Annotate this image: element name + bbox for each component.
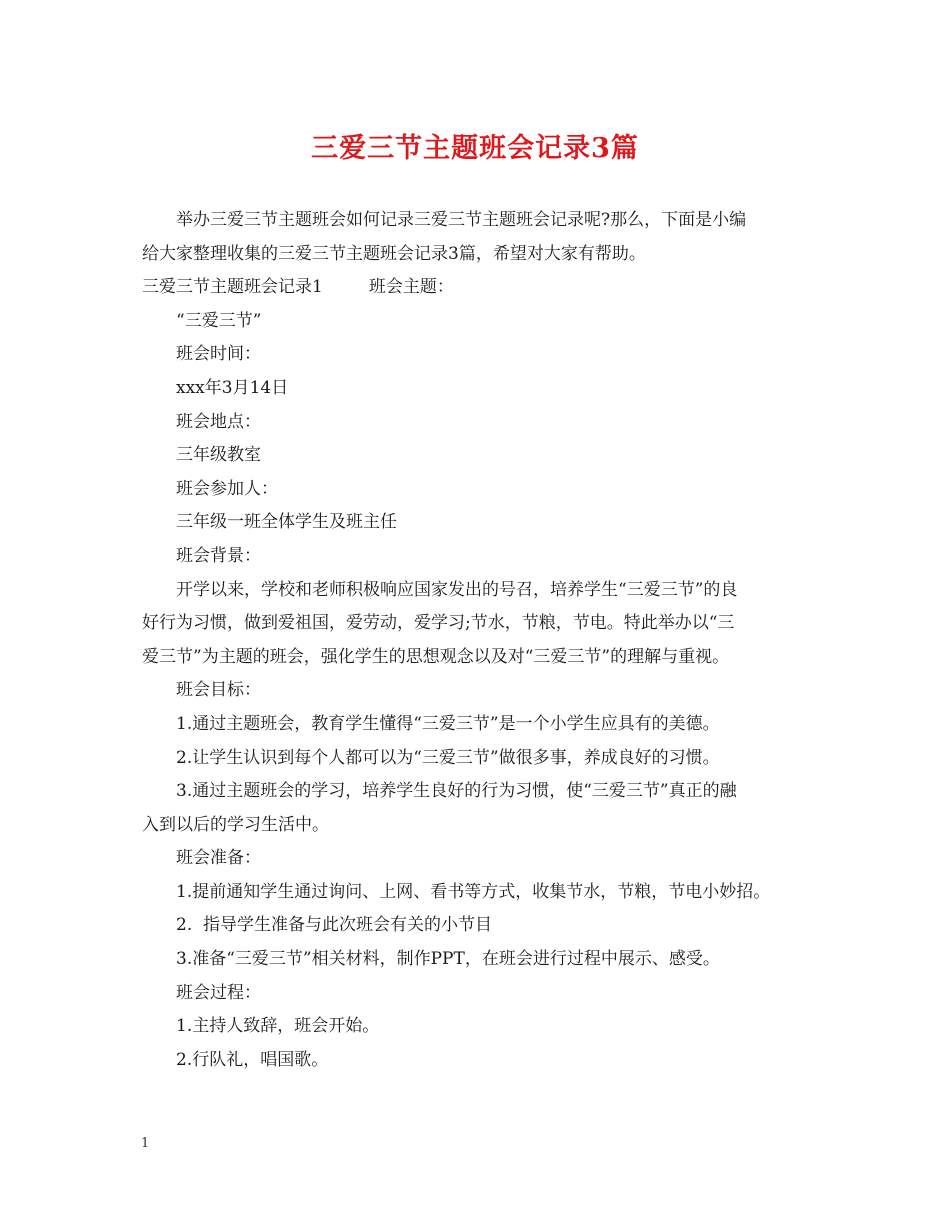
theme-label: 班会主题： [368,277,454,298]
intro-line-2: 给大家整理收集的三爱三节主题班会记录3篇，希望对大家有帮助。 [142,243,646,264]
background-line-2: 好行为习惯，做到爱祖国，爱劳动，爱学习;节水，节粮，节电。特此举办以“三 [142,613,735,634]
record1-heading: 三爱三节主题班会记录1 [142,277,323,298]
page-number: 1 [141,1136,150,1151]
goals-label: 班会目标： [176,680,261,701]
record-heading-line [142,271,822,305]
process-2: 2.行队礼，唱国歌。 [176,1049,329,1070]
goal-3-line-2: 入到以后的学习生活中。 [142,814,329,835]
prep-3: 3.准备“三爱三节”相关材料，制作PPT，在班会进行过程中展示、感受。 [176,949,720,970]
goal-3-line-1: 3.通过主题班会的学习，培养学生良好的行为习惯，使“三爱三节”真正的融 [176,781,737,802]
place-label: 班会地点： [176,411,261,432]
theme-value: “三爱三节” [176,310,262,331]
document-title: 三爱三节主题班会记录3篇 [311,133,639,164]
time-label: 班会时间： [176,344,261,365]
intro-line-1: 举办三爱三节主题班会如何记录三爱三节主题班会记录呢?那么，下面是小编 [176,210,747,230]
participants-value: 三年级一班全体学生及班主任 [176,512,397,533]
participants-label: 班会参加人： [176,478,278,499]
goal-1: 1.通过主题班会，教育学生懂得“三爱三节”是一个小学生应具有的美德。 [176,713,720,734]
prep-1: 1.提前通知学生通过询问、上网、看书等方式，收集节水，节粮，节电小妙招。 [176,881,771,902]
document-body [142,204,822,1077]
process-label: 班会过程： [176,982,261,1003]
time-value: xxx年3月14日 [176,377,289,398]
prep-2: 2. 指导学生准备与此次班会有关的小节目 [176,915,493,936]
process-1: 1.主持人致辞，班会开始。 [176,1016,380,1037]
goal-2: 2.让学生认识到每个人都可以为“三爱三节”做很多事，养成良好的习惯。 [176,747,720,768]
prep-label: 班会准备： [176,848,261,869]
background-line-3: 爱三节”为主题的班会，强化学生的思想观念以及对“三爱三节”的理解与重视。 [142,646,730,667]
background-label: 班会背景： [176,545,261,566]
background-line-1: 开学以来，学校和老师积极响应国家发出的号召，培养学生“三爱三节”的良 [176,579,738,600]
place-value: 三年级教室 [176,445,261,466]
